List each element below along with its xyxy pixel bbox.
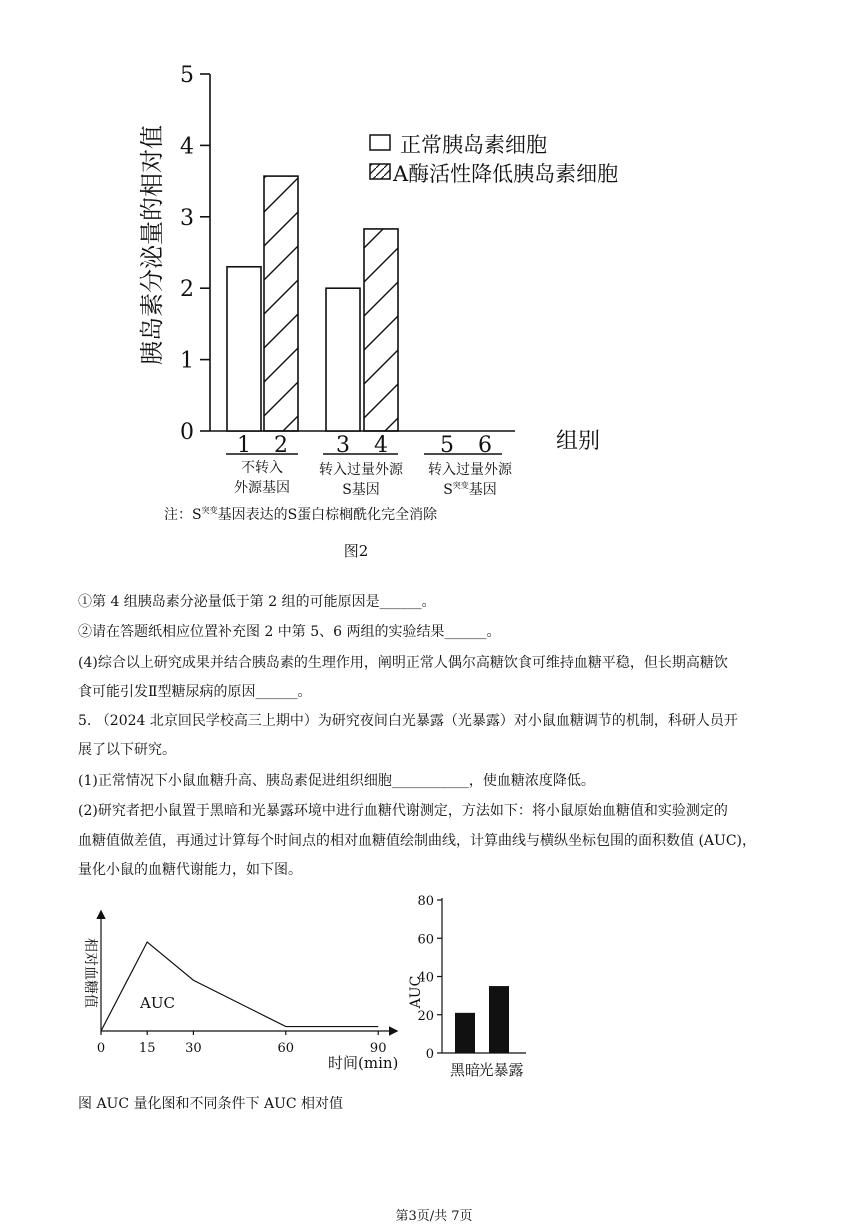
auc-bar-ytick-label: 60 xyxy=(417,932,434,948)
question-line-3: (4)综合以上研究成果并结合胰岛素的生理作用，阐明正常人偶尔高糖饮食可维持血糖平稳，但长期高糖饮 xyxy=(78,655,728,671)
auc-bar-chart xyxy=(400,888,560,1088)
auc-line-xtick-label: 60 xyxy=(277,1041,295,1056)
group2-line2: S基因 xyxy=(342,482,380,498)
legend-swatch-hatch xyxy=(370,164,390,179)
group3-line1: 转入过量外源 xyxy=(428,462,512,478)
fig2-ytick-label: 1 xyxy=(180,348,194,374)
question-line-8: (2)研究者把小鼠置于黑暗和光暴露环境中进行血糖代谢测定，方法如下：将小鼠原始血糖值和实验测定的 xyxy=(78,803,728,819)
group1-line1: 不转入 xyxy=(241,460,283,476)
auc-line-xlabel: 时间(min) xyxy=(328,1054,399,1072)
auc-line-xtick-label: 90 xyxy=(369,1041,387,1056)
auc-bar-ylabel: AUC xyxy=(408,975,424,1009)
auc-bar-1 xyxy=(455,1013,475,1053)
fig2-xlabel: 组别 xyxy=(556,429,601,454)
fig2-ytick-label: 5 xyxy=(180,63,194,88)
question-line-4: 食可能引发Ⅱ型糖尿病的原因______。 xyxy=(78,684,312,700)
fig2-xtick-label: 2 xyxy=(274,433,288,458)
fig2-ytick-label: 4 xyxy=(180,134,194,160)
question-line-2: ②请在答题纸相应位置补充图 2 中第 5、6 两组的实验结果______。 xyxy=(78,624,501,640)
fig2-bar-1 xyxy=(227,267,261,431)
fig2-xtick-label: 6 xyxy=(478,433,492,458)
auc-line-chart xyxy=(70,900,410,1090)
fig2-bar-3 xyxy=(326,288,360,431)
question-line-10: 量化小鼠的血糖代谢能力，如下图。 xyxy=(78,862,302,878)
auc-figure-caption: 图 AUC 量化图和不同条件下 AUC 相对值 xyxy=(78,1096,344,1112)
fig2-note: 注：$S^{突变}$基因表达的S蛋白棕榈酰化完全消除 xyxy=(164,506,438,523)
fig2-xtick-label: 5 xyxy=(440,433,454,458)
fig2-ytick-label: 2 xyxy=(180,277,194,303)
legend-label-normal: 正常胰岛素细胞 xyxy=(400,133,547,157)
group2-line1: 转入过量外源 xyxy=(319,462,403,478)
group3-line2: $S^{突变}$基因 xyxy=(443,481,497,498)
fig2-caption: 图2 xyxy=(343,542,369,560)
fig2-bar-2 xyxy=(264,176,298,431)
fig2-legend xyxy=(370,133,618,186)
group1-line2: 外源基因 xyxy=(234,480,290,496)
fig2-xtick-label: 4 xyxy=(374,433,388,458)
auc-bar-2 xyxy=(489,986,509,1053)
auc-bar-ytick-label: 20 xyxy=(417,1008,434,1024)
question-line-6: 展了以下研究。 xyxy=(78,742,176,758)
auc-line-xtick-label: 15 xyxy=(138,1041,156,1056)
auc-bar-category-label: 黑暗 xyxy=(449,1061,481,1079)
fig2-ytick-label: 0 xyxy=(180,420,194,445)
auc-line-xtick-label: 30 xyxy=(185,1041,202,1056)
question-line-5: 5. （2024 北京回民学校高三上期中）为研究夜间白光暴露（光暴露）对小鼠血糖调节的机制，科研人员开 xyxy=(78,713,738,729)
auc-bar-ytick-label: 0 xyxy=(425,1047,434,1062)
question-line-7: (1)正常情况下小鼠血糖升高、胰岛素促进组织细胞___________，使血糖浓度降低。 xyxy=(78,773,595,789)
auc-line-xtick-label: 0 xyxy=(96,1041,106,1056)
legend-label-hatch: A酶活性降低胰岛素细胞 xyxy=(393,162,619,186)
auc-bar-category-label: 光暴露 xyxy=(478,1061,524,1079)
auc-curve xyxy=(101,942,378,1031)
legend-swatch-normal xyxy=(370,135,390,150)
fig2-ytick-label: 3 xyxy=(180,205,194,231)
question-line-1: ①第 4 组胰岛素分泌量低于第 2 组的可能原因是______。 xyxy=(78,594,436,610)
fig2-bar-4 xyxy=(364,229,398,431)
fig2-xtick-label: 3 xyxy=(336,433,350,458)
question-line-9: 血糖值做差值，再通过计算每个时间点的相对血糖值绘制曲线，计算曲线与横纵坐标包围的面积数值 (AUC)， xyxy=(78,833,756,849)
figure2-bar-chart xyxy=(0,0,868,560)
auc-line-ylabel: 相对血糖值 xyxy=(82,938,98,1008)
page-footer: 第3页/共 7页 xyxy=(395,1209,473,1224)
auc-bar-ytick-label: 80 xyxy=(417,894,434,909)
fig2-ylabel: 胰岛素分泌量的相对值 xyxy=(138,125,166,365)
fig2-xtick-label: 1 xyxy=(237,433,251,458)
auc-annotation: AUC xyxy=(140,994,175,1012)
auc-bar-ytick-label: 40 xyxy=(417,970,434,986)
